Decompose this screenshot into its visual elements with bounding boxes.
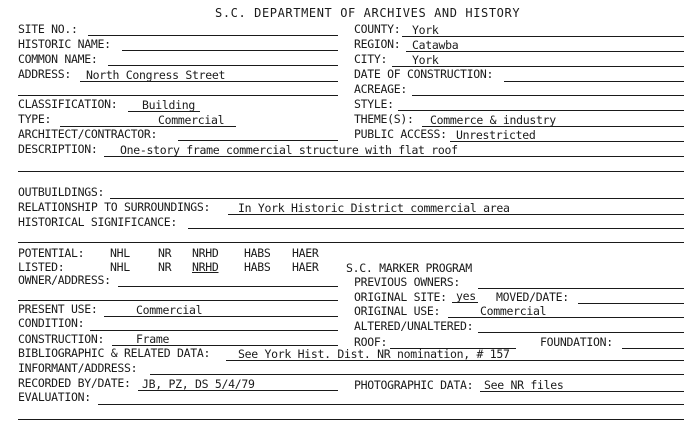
listed-haer: HAER [292, 260, 319, 274]
form-title: S.C. DEPARTMENT OF ARCHIVES AND HISTORY [215, 6, 521, 20]
biblio-value: See York Hist. Dist. NR nomination, # 157 [238, 347, 510, 361]
county-line [402, 36, 684, 37]
region-line [406, 51, 684, 52]
present-use-line [104, 316, 338, 317]
description-label: DESCRIPTION: [18, 142, 98, 156]
recorded-label: RECORDED BY/DATE: [18, 376, 131, 390]
classification-label: CLASSIFICATION: [18, 97, 118, 111]
common-name-label: COMMON NAME: [18, 52, 98, 66]
style-line [398, 110, 684, 111]
themes-label: THEME(S): [354, 112, 414, 126]
relationship-label: RELATIONSHIP TO SURROUNDINGS: [18, 200, 211, 214]
original-site-label: ORIGINAL SITE: [354, 290, 447, 304]
public-access-line [450, 141, 684, 142]
original-site-value: yes [456, 289, 476, 303]
photo-label: PHOTOGRAPHIC DATA: [354, 378, 474, 392]
region-label: REGION: [354, 37, 401, 51]
city-label: CITY: [354, 52, 388, 66]
region-value: Catawba [412, 38, 459, 52]
informant-label: INFORMANT/ADDRESS: [18, 361, 138, 375]
potential-label: POTENTIAL: [18, 246, 85, 260]
address-line [80, 81, 338, 82]
acreage-line [412, 95, 684, 96]
description-line [104, 156, 684, 157]
biblio-line [226, 360, 684, 361]
acreage-label: ACREAGE: [354, 82, 407, 96]
owner-label: OWNER/ADDRESS: [18, 273, 111, 287]
recorded-line [138, 390, 338, 391]
original-use-value: Commercial [480, 304, 547, 318]
present-use-label: PRESENT USE: [18, 302, 98, 316]
previous-owners-label: PREVIOUS OWNERS: [354, 275, 460, 289]
evaluation-line-2 [18, 419, 684, 420]
original-use-label: ORIGINAL USE: [354, 304, 441, 318]
listed-nrhd: NRHD [192, 260, 219, 274]
altered-line [478, 332, 684, 333]
style-label: STYLE: [354, 97, 394, 111]
marker-program-label: S.C. MARKER PROGRAM [346, 261, 472, 275]
listed-nhl: NHL [110, 260, 130, 274]
listed-habs: HABS [244, 260, 271, 274]
listed-nr: NR [158, 260, 172, 274]
moved-date-label: MOVED/DATE: [496, 290, 569, 304]
roof-label: ROOF: [354, 335, 388, 349]
potential-nrhd: NRHD [192, 246, 219, 260]
photo-line [480, 391, 684, 392]
blank-line [18, 95, 338, 96]
construction-label: CONSTRUCTION: [18, 332, 105, 346]
city-value: York [412, 53, 439, 67]
themes-value: Commerce & industry [430, 113, 556, 127]
type-value: Commercial [158, 113, 225, 127]
common-name-line [108, 65, 338, 66]
potential-habs: HABS [244, 246, 271, 260]
site-no-line [88, 35, 338, 36]
construction-value: Frame [136, 332, 170, 346]
themes-line [422, 126, 684, 127]
outbuildings-line [110, 198, 684, 199]
address-label: ADDRESS: [18, 67, 71, 81]
listed-label: LISTED: [18, 260, 65, 274]
recorded-value: JB, PZ, DS 5/4/79 [142, 377, 255, 391]
public-access-label: PUBLIC ACCESS: [354, 127, 447, 141]
description-value: One-story frame commercial structure with flat roof [120, 143, 458, 157]
foundation-label: FOUNDATION: [540, 335, 613, 349]
altered-label: ALTERED/UNALTERED: [354, 319, 474, 333]
county-value: York [412, 23, 439, 37]
original-use-line [448, 317, 684, 318]
previous-owners-line [478, 288, 684, 289]
outbuildings-label: OUTBUILDINGS: [18, 185, 105, 199]
address-value: North Congress Street [86, 68, 226, 82]
owner-line [118, 286, 338, 287]
architect-label: ARCHITECT/CONTRACTOR: [18, 127, 158, 141]
type-label: TYPE: [18, 112, 52, 126]
significance-line-2 [18, 242, 684, 243]
description-line-2 [18, 171, 684, 172]
biblio-label: BIBLIOGRAPHIC & RELATED DATA: [18, 346, 211, 360]
potential-nr: NR [158, 246, 172, 260]
moved-date-line [578, 303, 684, 304]
county-label: COUNTY: [354, 22, 401, 36]
potential-haer: HAER [292, 246, 319, 260]
architect-line [178, 140, 338, 141]
potential-nhl: NHL [110, 246, 130, 260]
classification-value: Building [142, 98, 195, 112]
photo-value: See NR files [484, 378, 564, 392]
evaluation-line [98, 404, 684, 405]
relationship-line [228, 214, 684, 215]
classification-line [128, 111, 200, 112]
historic-name-label: HISTORIC NAME: [18, 37, 111, 51]
relationship-value: In York Historic District commercial area [238, 201, 510, 215]
original-site-line [452, 302, 478, 303]
date-construction-label: DATE OF CONSTRUCTION: [354, 67, 494, 81]
condition-label: CONDITION: [18, 316, 85, 330]
present-use-value: Commercial [136, 303, 203, 317]
public-access-value: Unrestricted [456, 128, 536, 142]
date-construction-line [504, 81, 684, 82]
owner-line-2 [18, 300, 338, 301]
condition-line [90, 330, 338, 331]
historic-name-line [122, 50, 338, 51]
evaluation-label: EVALUATION: [18, 390, 91, 404]
significance-line [188, 228, 684, 229]
informant-line [150, 374, 684, 375]
foundation-line [622, 348, 684, 349]
significance-label: HISTORICAL SIGNIFICANCE: [18, 215, 177, 229]
site-no-label: SITE NO.: [18, 22, 78, 36]
